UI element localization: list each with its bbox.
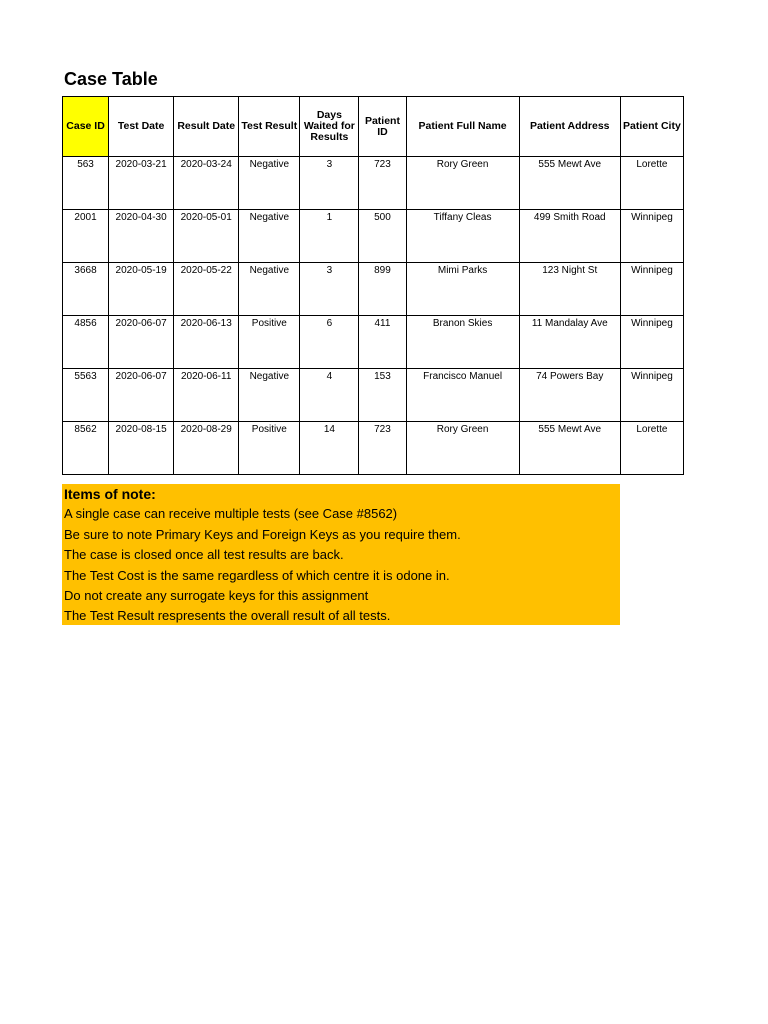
cell-patient-address: 555 Mewt Ave xyxy=(519,422,620,475)
cell-test-date: 2020-06-07 xyxy=(109,316,174,369)
cell-patient-address: 123 Night St xyxy=(519,263,620,316)
header-patient-address: Patient Address xyxy=(519,97,620,157)
cell-patient-address: 555 Mewt Ave xyxy=(519,157,620,210)
table-row xyxy=(63,369,684,422)
cell-days-waited: 14 xyxy=(300,422,359,475)
header-patient-city: Patient City xyxy=(620,97,683,157)
cell-case-id: 5563 xyxy=(63,369,109,422)
cell-test-result: Negative xyxy=(239,369,300,422)
cell-patient-city: Lorette xyxy=(620,157,683,210)
cell-patient-address: 499 Smith Road xyxy=(519,210,620,263)
cell-days-waited: 3 xyxy=(300,157,359,210)
cell-patient-address: 74 Powers Bay xyxy=(519,369,620,422)
cell-patient-full-name: Branon Skies xyxy=(406,316,519,369)
cell-test-result: Negative xyxy=(239,210,300,263)
cell-test-result: Negative xyxy=(239,263,300,316)
cell-test-date: 2020-08-15 xyxy=(109,422,174,475)
cell-result-date: 2020-05-01 xyxy=(174,210,239,263)
cell-test-result: Positive xyxy=(239,316,300,369)
cell-days-waited: 4 xyxy=(300,369,359,422)
cell-patient-id: 723 xyxy=(359,422,406,475)
cell-result-date: 2020-03-24 xyxy=(174,157,239,210)
cell-result-date: 2020-08-29 xyxy=(174,422,239,475)
cell-patient-id: 411 xyxy=(359,316,406,369)
cell-patient-full-name: Rory Green xyxy=(406,422,519,475)
cell-result-date: 2020-06-13 xyxy=(174,316,239,369)
cell-patient-city: Winnipeg xyxy=(620,263,683,316)
cell-case-id: 4856 xyxy=(63,316,109,369)
cell-patient-city: Winnipeg xyxy=(620,369,683,422)
cell-case-id: 563 xyxy=(63,157,109,210)
cell-case-id: 8562 xyxy=(63,422,109,475)
note-line: The Test Cost is the same regardless of which centre it is odone in. xyxy=(64,567,450,583)
note-line: Be sure to note Primary Keys and Foreign Keys as you require them. xyxy=(64,526,461,542)
cell-patient-city: Winnipeg xyxy=(620,316,683,369)
cell-patient-full-name: Francisco Manuel xyxy=(406,369,519,422)
header-patient-id: Patient ID xyxy=(359,97,406,157)
table-row xyxy=(63,210,684,263)
header-test-date: Test Date xyxy=(109,97,174,157)
cell-case-id: 3668 xyxy=(63,263,109,316)
header-result-date: Result Date xyxy=(174,97,239,157)
table-row xyxy=(63,422,684,475)
header-row xyxy=(63,97,684,157)
table-row xyxy=(63,316,684,369)
notes-box xyxy=(62,484,620,625)
table-row xyxy=(63,157,684,210)
cell-test-result: Positive xyxy=(239,422,300,475)
cell-patient-city: Lorette xyxy=(620,422,683,475)
cell-patient-id: 723 xyxy=(359,157,406,210)
cell-result-date: 2020-05-22 xyxy=(174,263,239,316)
cell-patient-id: 500 xyxy=(359,210,406,263)
note-line: The case is closed once all test results are back. xyxy=(64,547,344,563)
cell-test-date: 2020-04-30 xyxy=(109,210,174,263)
header-case-id: Case ID xyxy=(63,97,109,157)
header-patient-full-name: Patient Full Name xyxy=(406,97,519,157)
cell-test-result: Negative xyxy=(239,157,300,210)
note-line: The Test Result respresents the overall result of all tests. xyxy=(64,608,391,624)
cell-patient-id: 153 xyxy=(359,369,406,422)
cell-result-date: 2020-06-11 xyxy=(174,369,239,422)
page-title: Case Table xyxy=(64,69,158,89)
cell-patient-full-name: Tiffany Cleas xyxy=(406,210,519,263)
note-line: Do not create any surrogate keys for this assignment xyxy=(64,588,369,604)
case-table xyxy=(62,96,684,475)
header-test-result: Test Result xyxy=(239,97,300,157)
cell-days-waited: 6 xyxy=(300,316,359,369)
cell-patient-full-name: Rory Green xyxy=(406,157,519,210)
cell-test-date: 2020-03-21 xyxy=(109,157,174,210)
cell-case-id: 2001 xyxy=(63,210,109,263)
cell-patient-full-name: Mimi Parks xyxy=(406,263,519,316)
header-days-waited: Days Waited for Results xyxy=(300,97,359,157)
table-row xyxy=(63,263,684,316)
cell-days-waited: 3 xyxy=(300,263,359,316)
cell-patient-city: Winnipeg xyxy=(620,210,683,263)
cell-days-waited: 1 xyxy=(300,210,359,263)
cell-patient-id: 899 xyxy=(359,263,406,316)
notes-heading: Items of note: xyxy=(64,486,156,502)
note-line: A single case can receive multiple tests (see Case #8562) xyxy=(64,506,398,522)
cell-test-date: 2020-06-07 xyxy=(109,369,174,422)
cell-test-date: 2020-05-19 xyxy=(109,263,174,316)
cell-patient-address: 11 Mandalay Ave xyxy=(519,316,620,369)
